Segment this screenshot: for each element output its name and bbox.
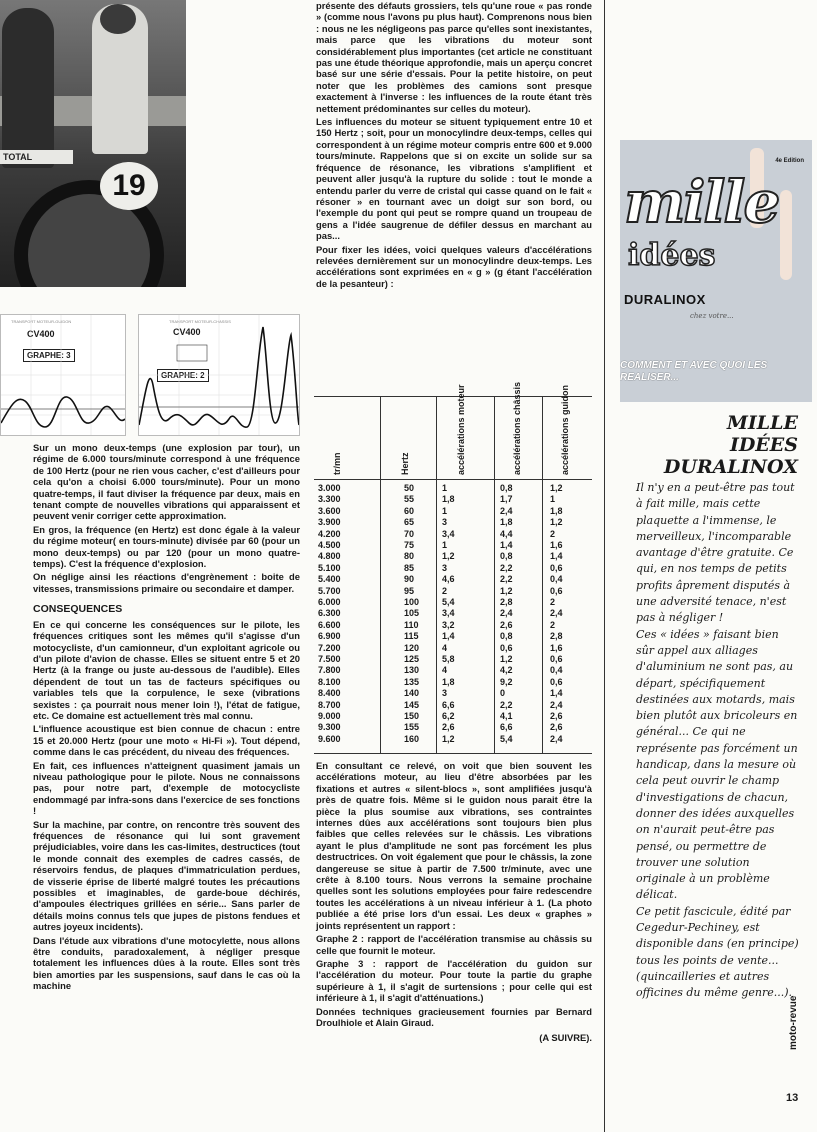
col2-paragraph-6: Graphe 3 : rapport de l'accélération du guidon sur l'accélération du moteur. Pour toute la partie du graphe supérieure à 1, il s'agit de surtensions ; pour celle qui est inférieure à 1, il s'agit d'atténuations.)	[316, 957, 592, 1004]
sidebar-paragraph-2: Ces « idées » faisant bien sûr appel aux alliages d'aluminium ne sont pas, au départ, spécifiquement destinées aux motards, mais bien plutôt aux bricoleurs en général... Ce qui ne représente pas forcément un handicap, dans la mesure où cela peut ouvrir le champ d'investigations de chacun, donner des idées auxquelles on n'aurait peut-être pas pensé, ou permettre de trouver une solution originale à un problème délicat.	[636, 627, 798, 902]
table-cell: 2,4	[550, 608, 563, 619]
text-column-middle-bottom	[316, 760, 592, 1046]
sidebar-title	[636, 412, 798, 478]
table-divider	[542, 397, 543, 753]
table-cell: 1,2	[500, 585, 513, 596]
table-cell: 90	[404, 574, 415, 585]
graph-3-tag: GRAPHE: 3	[23, 349, 75, 362]
text-column-middle-top	[316, 0, 592, 291]
magazine-name: moto-revue	[788, 995, 799, 1050]
booklet-cover-image	[620, 140, 812, 402]
table-cell: 9.300	[318, 722, 341, 733]
cover-brand: DURALINOX	[624, 292, 706, 307]
table-cell: 4,6	[442, 574, 455, 585]
table-cell: 0	[500, 688, 506, 699]
table-cell: 2,4	[500, 608, 513, 619]
graph-3-title: CV400	[27, 329, 55, 339]
table-cell: 1	[442, 540, 448, 550]
col1-paragraph-5: L'influence acoustique est bien connue de chacun : entre 15 et 20.000 Hertz (pour une moto « Hi-Fi »). Tout dépend, comme dans le cas précédent, du niveau des fréquences.	[33, 723, 300, 758]
table-cell: 1,8	[500, 517, 513, 528]
table-cell: 1,8	[550, 505, 563, 516]
table-cell: 5,4	[500, 733, 513, 744]
table-cell: 70	[404, 528, 415, 539]
table-cell: 5.100	[318, 562, 341, 573]
table-cell: 1,4	[500, 540, 513, 550]
table-cell: 5,4	[442, 597, 455, 607]
table-cell: 1,4	[550, 688, 563, 699]
table-cell: 2,8	[500, 597, 513, 607]
table-cell: 150	[404, 711, 420, 721]
sidebar-body	[636, 480, 800, 1002]
col2-paragraph-3: Pour fixer les idées, voici quelques valeurs d'accélérations relevées dernièrement sur un monocylindre deux-temps. Les accélérations sont exprimées en « g » (g étant l'accélération de la pesanteur) :	[316, 243, 592, 289]
table-cell: 1,2	[550, 517, 563, 528]
table-cell: 2,6	[550, 711, 563, 721]
table-cell: 6,6	[500, 722, 513, 733]
photo-banner: TOTAL	[0, 150, 73, 164]
table-cell: 2,6	[500, 619, 513, 630]
table-cell: 55	[404, 494, 415, 505]
table-cell: 3	[442, 517, 448, 528]
table-cell: 1,6	[550, 540, 563, 550]
table-cell: 3	[442, 562, 448, 573]
table-cell: 7.200	[318, 642, 341, 653]
table-cell: 4.200	[318, 528, 341, 539]
table-cell: 1,2	[442, 551, 455, 562]
table-divider	[494, 397, 495, 753]
table-cell: 0,8	[500, 631, 513, 642]
table-cell: 3,2	[442, 619, 455, 630]
table-cell: 4.500	[318, 540, 341, 550]
table-cell: 1,4	[442, 631, 455, 642]
acceleration-table	[314, 381, 592, 754]
cover-script: chez votre...	[690, 312, 734, 320]
table-cell: 6,6	[442, 699, 455, 710]
table-cell: 0,8	[500, 483, 513, 493]
graph-2-header: TRANSPORT MOTEUR-CHASSIS	[169, 319, 231, 324]
header-cell-moteur: accélérations moteur	[456, 384, 466, 475]
table-cell: 8.100	[318, 676, 341, 687]
table-cell: 7.500	[318, 654, 341, 664]
col2-paragraph-1: présente des défauts grossiers, tels qu'une roue « pas ronde » (comme nous l'avons pu plus haut). Comprenons nous bien : nous ne les négligeons pas parce qu'elles sont inexistantes, mais parce que les vibrations du moteur sont considérablement plus importantes (cet article ne constituant pas une étude théorique approfondie, mais un aperçu concret basé sur une série d'essais. Pour la petite histoire, on peut noter que les problèmes des camions sont presque exactement à l'inverse : les influences de la route étant très nettement prédominantes sur celles du moteur).	[316, 0, 592, 114]
table-cell: 0,6	[550, 585, 563, 596]
table-cell: 1,2	[550, 483, 563, 493]
table-cell: 2,2	[500, 574, 513, 585]
graph-2	[138, 314, 300, 436]
table-cell: 3.000	[318, 483, 341, 493]
col1-paragraph-2: En gros, la fréquence (en Hertz) est donc égale à la valeur du régime moteur( en tours-minute) divisée par 60 (pour un mono deux-temps) ou par 120 (pour un mono quatre-temps). C'est la fréquence d'explosion.	[33, 523, 300, 570]
table-cell: 2	[442, 585, 448, 596]
table-cell: 2,2	[500, 699, 513, 710]
table-cell: 1,2	[442, 733, 455, 744]
table-cell: 0,6	[550, 654, 563, 664]
col1-paragraph-1: Sur un mono deux-temps (une explosion par tour), un régime de 6.000 tours/minute correspond à une fréquence de 100 Hertz (pour ne rien vous cacher, c'est d'ailleurs pour cela qu'on a choisi 6.000 tours/minute). Pour un mono quatre-temps, il faut diviser la fréquence par deux, mais en tenant compte de nouvelles vibrations qui apparaissent et peuvent venir corriger cette approximation.	[33, 442, 300, 522]
table-cell: 80	[404, 551, 415, 562]
table-cell: 2,4	[550, 699, 563, 710]
table-cell: 1,8	[442, 676, 455, 687]
table-cell: 2,8	[550, 631, 563, 642]
table-cell: 130	[404, 665, 420, 676]
table-cell: 2,6	[550, 722, 563, 733]
motorcycle-test-photo	[0, 0, 186, 287]
table-cell: 0,6	[550, 676, 563, 687]
col1-paragraph-6: En fait, ces influences n'atteignent quasiment jamais un niveau pathologique pour le pilote. Nous ne connaissons pas, pour notre part, d'exemple de motocycliste endommagé par infra-sons dans l'exercice de ses fonctions !	[33, 759, 300, 817]
table-cell: 1,7	[500, 494, 513, 505]
cover-title-mille: mille	[624, 168, 779, 236]
table-cell: 1,6	[550, 642, 563, 653]
cover-figure	[780, 190, 792, 280]
table-cell: 160	[404, 733, 420, 744]
table-cell: 3.600	[318, 505, 341, 516]
table-cell: 115	[404, 631, 419, 642]
table-cell: 2,4	[550, 733, 563, 744]
table-cell: 2	[550, 528, 556, 539]
col2-paragraph-4: En consultant ce relevé, on voit que bien souvent les accélérations moteur, au lieu d'être absorbées par les fixations et autres « silent-blocs », sont amplifiées jusqu'à près de quatre fois. Même si le guidon nous parait être la pièce la plus soumise aux vibrations, ses contraintes internes dûes aux accélérations sont toujours bien plus faibles que celles relevées sur le châssis. Les vibrations ayant le plus d'amplitude ne sont pas forcément les plus destructrices. On voit également que pour le châssis, la zone dangereuse se situe à partir de 7.500 tr/minute, avec une crête à 8.100 tours. Nous verrons la semaine prochaine quelles sont les solutions employées pour faire redescendre toutes les accélérations à un niveau inférieur à 1. (La photo publiée a été prise lors d'un essai. Les deux « graphes » joints représentent un rapport :	[316, 760, 592, 931]
table-cell: 3	[442, 688, 448, 699]
table-cell: 4.800	[318, 551, 341, 562]
cover-title-idees: idées	[628, 238, 716, 273]
header-cell-trmn: tr/mn	[332, 452, 342, 475]
table-cell: 140	[404, 688, 420, 699]
table-cell: 1	[550, 494, 556, 505]
sidebar-title-line: DURALINOX	[663, 456, 798, 478]
table-cell: 125	[404, 654, 420, 664]
table-cell: 135	[404, 676, 420, 687]
table-cell: 4,1	[500, 711, 513, 721]
sidebar-title-line: MILLE	[726, 412, 798, 434]
table-cell: 100	[404, 597, 420, 607]
header-cell-chassis: accélérations châssis	[512, 381, 522, 475]
table-cell: 3.900	[318, 517, 341, 528]
table-cell: 3.300	[318, 494, 341, 505]
table-cell: 2	[550, 619, 556, 630]
table-cell: 105	[404, 608, 420, 619]
column-rule	[604, 0, 605, 1132]
table-cell: 2	[550, 597, 556, 607]
table-cell: 120	[404, 642, 420, 653]
table-cell: 0,4	[550, 665, 563, 676]
table-cell: 6.900	[318, 631, 341, 642]
table-cell: 0,8	[500, 551, 513, 562]
table-cell: 95	[404, 585, 415, 596]
table-cell: 4	[442, 642, 448, 653]
graph-2-title: CV400	[173, 327, 201, 337]
graph-3-curve	[1, 315, 125, 435]
table-cell: 0,4	[550, 574, 563, 585]
table-cell: 7.800	[318, 665, 341, 676]
table-cell: 8.400	[318, 688, 341, 699]
table-cell: 9.600	[318, 733, 341, 744]
table-cell: 1,8	[442, 494, 455, 505]
consequences-heading: CONSEQUENCES	[33, 603, 123, 616]
graph-2-curve	[139, 315, 299, 435]
col2-paragraph-5: Graphe 2 : rapport de l'accélération transmise au châssis su celle que fournit le moteur.	[316, 933, 592, 956]
table-cell: 4,2	[500, 665, 513, 676]
photo-number-plate: 19	[100, 162, 158, 210]
table-cell: 1	[442, 505, 448, 516]
table-cell: 4,4	[500, 528, 513, 539]
cover-edition: 4e Edition	[775, 158, 804, 164]
table-cell: 4	[442, 665, 448, 676]
table-cell: 50	[404, 483, 415, 493]
graph-3	[0, 314, 126, 436]
table-cell: 1	[442, 483, 448, 493]
table-cell: 6.600	[318, 619, 341, 630]
table-cell: 110	[404, 619, 419, 630]
sidebar-title-line: IDÉES	[729, 434, 798, 456]
table-cell: 3,4	[442, 608, 455, 619]
sidebar-paragraph-3: Ce petit fascicule, édité par Cegedur-Pechiney, est disponible dans (en principe) tous les points de vente... (quincailleries et autres officines du même genre...).	[636, 904, 799, 1000]
table-cell: 8.700	[318, 699, 341, 710]
table-cell: 2,6	[442, 722, 455, 733]
graph-3-header: TRANSPORT MOTEUR-GUIDON	[11, 319, 72, 324]
table-cell: 145	[404, 699, 420, 710]
header-cell-guidon: accélérations guidon	[560, 384, 570, 475]
table-cell: 60	[404, 505, 415, 516]
text-column-left	[33, 442, 300, 994]
col1-paragraph-7: Sur la machine, par contre, on rencontre très souvent des fréquences de résonance qui lui sont gravement préjudiciables, voire dans les cas-limites, destructices (tout le monde connait des exemples de cadres cassés, de réservoirs fendus, de plaques d'immatriculation perdues, de visserie éprise de liberté malgré toutes les précautions possibles et imaginables, de garde-boue déchirés, d'ampoules électriques grillées en série... Sans parler de détails moins connus tels que jupes de pistons fendues et autres joyeux incidents).	[33, 818, 300, 933]
table-cell: 6.300	[318, 608, 341, 619]
table-cell: 65	[404, 517, 415, 528]
col1-paragraph-4: En ce qui concerne les conséquences sur le pilote, les fréquences critiques sont les mêmes qu'il s'agisse d'un motocycliste, d'un camionneur, d'un exploitant agricole ou d'un pilote d'avion de chasse. Elles se situent entre 5 et 20 Hertz (à la frange ou juste au-dessous de l'audible). Elles dépendent de tout un tas de facteurs spécifiques ou variables tels que la corpulence, le sexe (vibrations sexistes : ça pourrait nous mener loin !), l'état de fatigue, etc. Ce domaine est actuellement très mal connu.	[33, 618, 300, 721]
table-cell: 5,8	[442, 654, 455, 664]
table-header	[314, 381, 592, 480]
table-divider	[436, 397, 437, 753]
table-cell: 75	[404, 540, 415, 550]
table-cell: 0,6	[550, 562, 563, 573]
sidebar-paragraph-1: Il n'y en a peut-être pas tout à fait mille, mais cette plaquette a l'immense, le merveilleux, l'incomparable avantage d'être gratuite. Ce qui, en nos temps de petits profits âprement disputés à une adversité tenace, n'est pas à négliger !	[636, 481, 795, 625]
table-cell: 1,2	[500, 654, 513, 664]
table-cell: 2,2	[500, 562, 513, 573]
table-cell: 9,2	[500, 676, 513, 687]
table-cell: 85	[404, 562, 415, 573]
col2-paragraph-7: Données techniques gracieusement fournies par Bernard Droulhiole et Alain Giraud.	[316, 1005, 592, 1028]
table-cell: 9.000	[318, 711, 341, 721]
table-cell: 3,4	[442, 528, 455, 539]
table-cell: 155	[404, 722, 420, 733]
table-cell: 6.000	[318, 597, 341, 607]
table-cell: 2,4	[500, 505, 513, 516]
table-cell: 5.400	[318, 574, 341, 585]
table-cell: 0,6	[500, 642, 513, 653]
table-cell: 1,4	[550, 551, 563, 562]
table-cell: 6,2	[442, 711, 455, 721]
photo-person-head	[100, 4, 136, 34]
header-cell-hertz: Hertz	[400, 452, 410, 475]
a-suivre: (A SUIVRE).	[539, 1032, 592, 1044]
page-number: 13	[786, 1092, 799, 1104]
cover-cta: COMMENT ET AVEC QUOI LES REALISER...	[620, 360, 768, 383]
table-cell: 5.700	[318, 585, 341, 596]
col2-paragraph-2: Les influences du moteur se situent typiquement entre 10 et 150 Hertz ; soit, pour un monocylindre deux-temps, celles qui correspondent à un régime moteur compris entre 600 et 9.000 tours/minute. Rappelons que si on excite un solide sur sa fréquence de résonance, les vibrations s'amplifient et peuvent aller jusqu'à la rupture du solide : tout le monde a entendu parler du verre de cristal qui casse quand on le fait « résoner » en tournant avec un doigt sur son bord, ou l'exemple du pont qui peut se rompre quand un troupeau de gens a l'idée saugrenue de défiler dessus en marchant au pas...	[316, 116, 592, 242]
photo-person-left	[2, 8, 54, 168]
table-divider	[380, 397, 381, 753]
col1-paragraph-8: Dans l'étude aux vibrations d'une motocylette, nous allons être conduits, paradoxalement, à négliger presque totalement les influences dûes à la route. Elles sont très bien amorties par les suspensions, sauf dans le cas où la machine	[33, 934, 300, 992]
graph-2-tag: GRAPHE: 2	[157, 369, 209, 382]
col1-paragraph-3: On néglige ainsi les réactions d'engrènement : boite de vitesses, transmissions primaire ou secondaire et damper.	[33, 571, 300, 594]
